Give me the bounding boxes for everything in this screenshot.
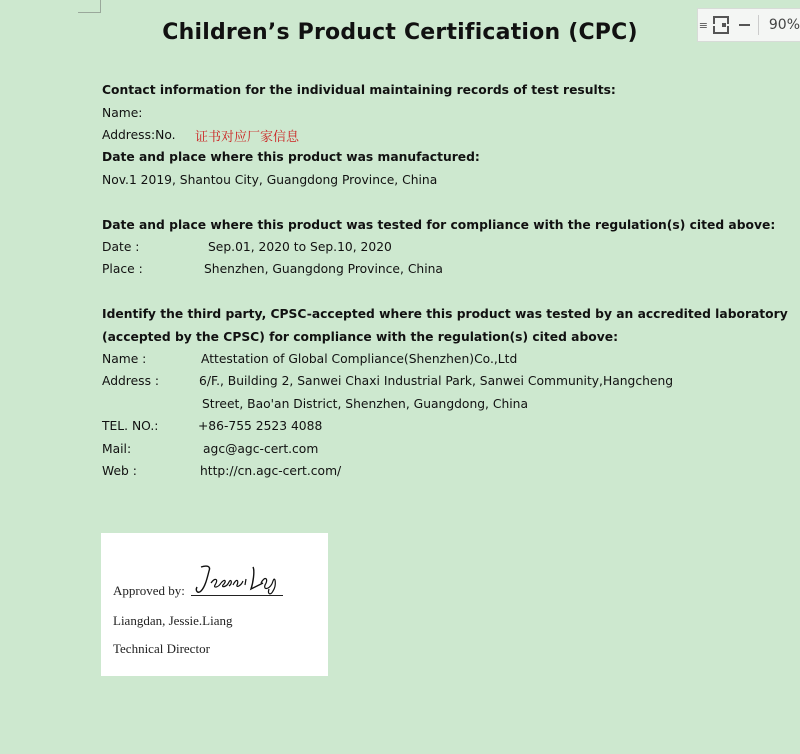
manufactured-value: Nov.1 2019, Shantou City, Guangdong Province, China: [102, 173, 438, 187]
tested-heading: Date and place where this product was tested for compliance with the regulation(s) cited above:: [102, 218, 776, 232]
page-corner-mark: [78, 0, 101, 13]
lab-name-label: Name :: [102, 352, 147, 366]
signer-role: Technical Director: [113, 641, 210, 656]
lab-heading-line-2: (accepted by the CPSC) for compliance with the regulation(s) cited above:: [102, 330, 618, 344]
zoom-level[interactable]: 90%: [768, 17, 800, 33]
approval-card: [101, 533, 328, 676]
lab-web-value[interactable]: http://cn.agc-cert.com/: [200, 464, 342, 478]
lab-mail-label: Mail:: [102, 442, 132, 456]
approved-by-label: Approved by:: [113, 583, 185, 598]
signature-image: [193, 561, 279, 597]
lab-tel-value: +86-755 2523 4088: [198, 419, 323, 433]
contact-heading: Contact information for the individual maintaining records of test results:: [102, 83, 616, 97]
signature-line: [191, 595, 283, 596]
lab-address-value-2: Street, Bao'an District, Shenzhen, Guangdong, China: [202, 397, 528, 411]
page-title: Children’s Product Certification (CPC): [162, 20, 638, 45]
lab-tel-label: TEL. NO.:: [102, 419, 159, 433]
lab-heading-line-1: Identify the third party, CPSC-accepted where this product was tested by an accredited laboratory: [102, 307, 788, 321]
lab-mail-value[interactable]: agc@agc-cert.com: [203, 442, 319, 456]
tested-date-label: Date :: [102, 240, 140, 254]
tested-place-value: Shenzhen, Guangdong Province, China: [204, 262, 443, 276]
manufactured-heading: Date and place where this product was manufactured:: [102, 150, 480, 164]
lab-web-label: Web :: [102, 464, 137, 478]
tested-place-label: Place :: [102, 262, 143, 276]
tested-date-value: Sep.01, 2020 to Sep.10, 2020: [208, 240, 392, 254]
contact-address-note: 证书对应厂家信息: [195, 130, 300, 145]
lab-address-value-1: 6/F., Building 2, Sanwei Chaxi Industrial Park, Sanwei Community,Hangcheng: [199, 374, 674, 388]
contact-address-label: Address:No.: [102, 128, 176, 142]
contact-name-label: Name:: [102, 106, 143, 120]
menu-icon[interactable]: ≡: [698, 18, 708, 32]
lab-name-value: Attestation of Global Compliance(Shenzhen)Co.,Ltd: [201, 352, 518, 366]
lab-address-label: Address :: [102, 374, 160, 388]
signer-name: Liangdan, Jessie.Liang: [113, 613, 233, 628]
